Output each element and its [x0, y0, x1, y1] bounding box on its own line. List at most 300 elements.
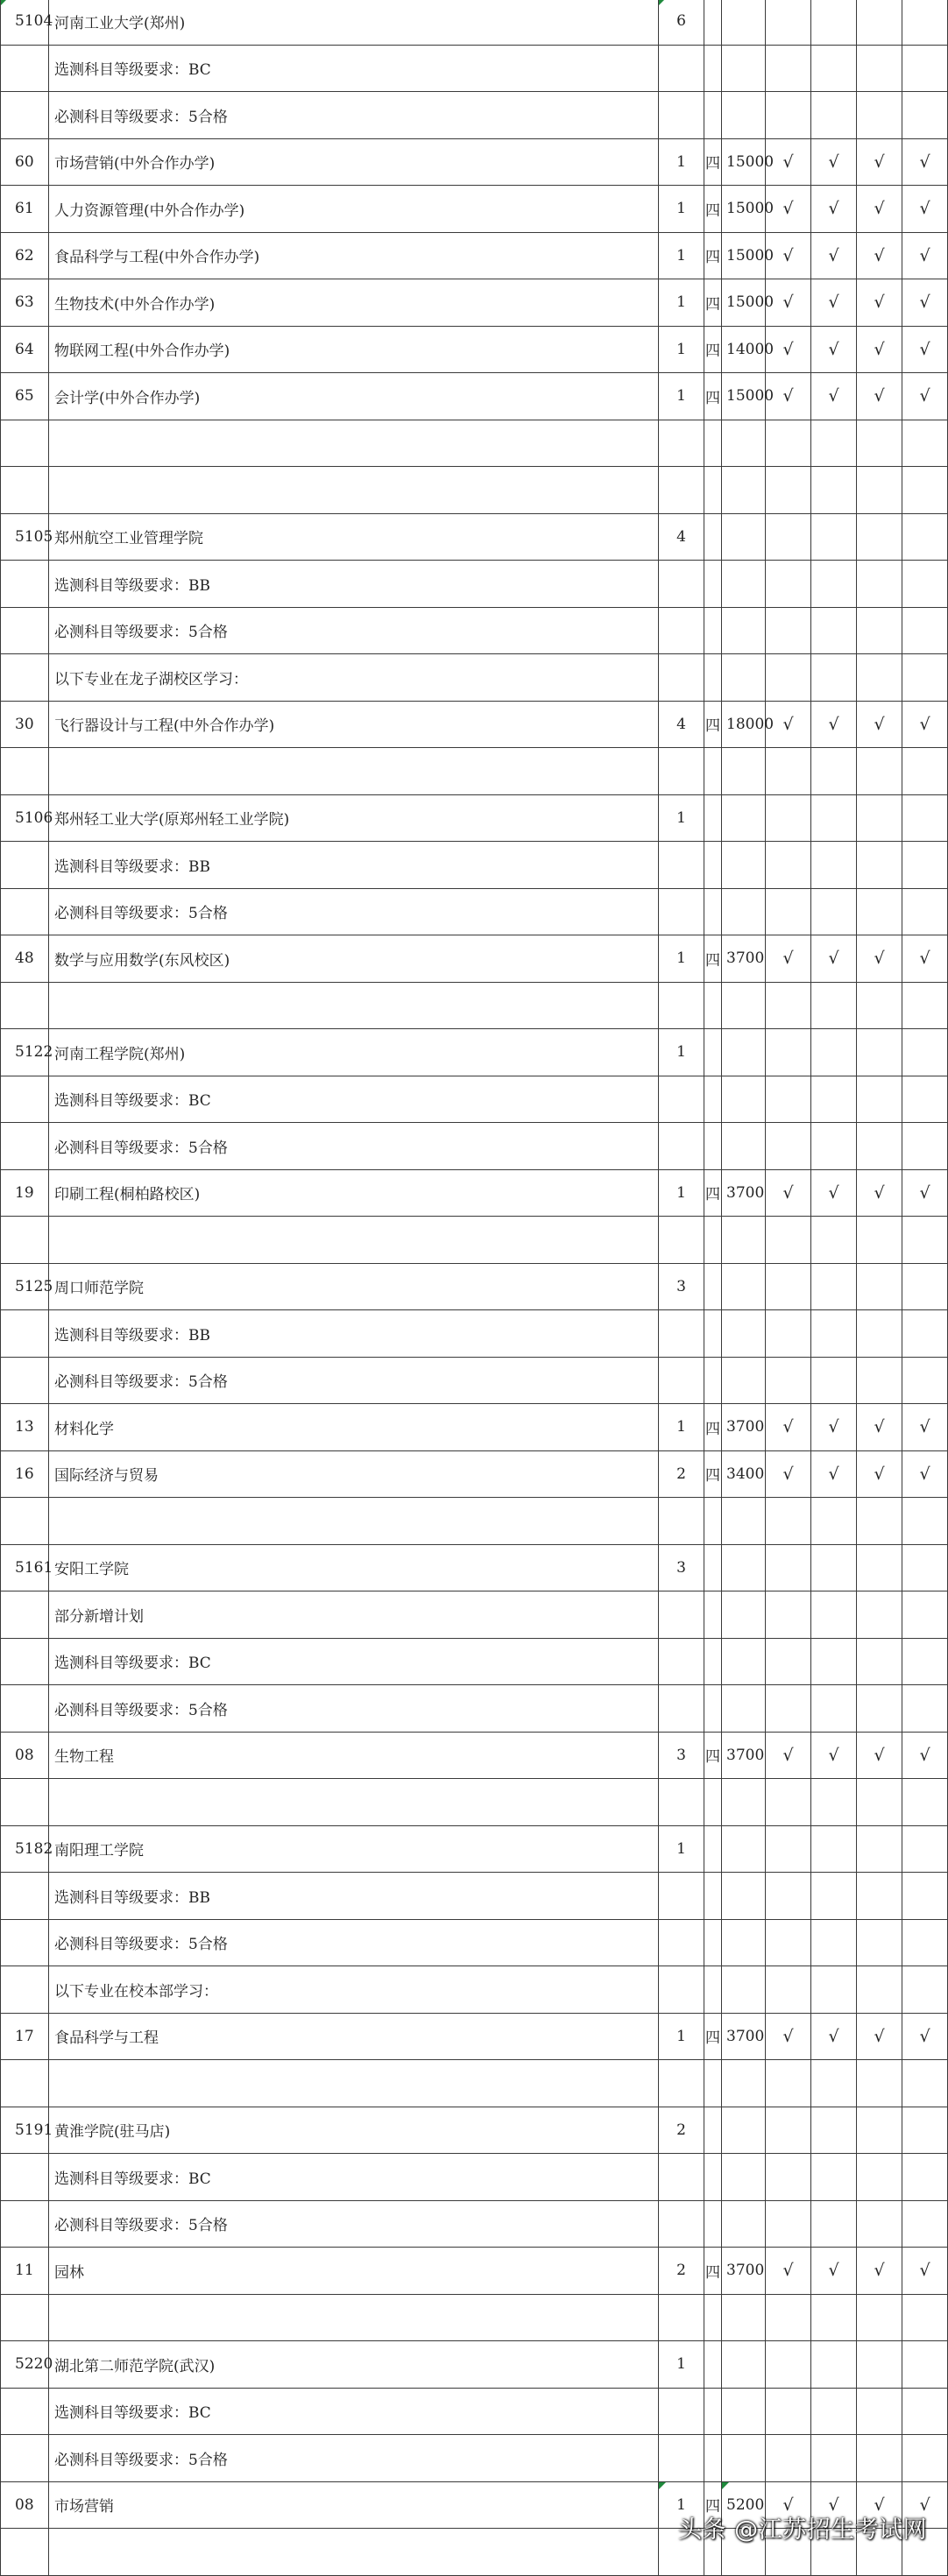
- check-cell: [811, 982, 857, 1029]
- count-cell: 1: [659, 2013, 704, 2060]
- name-cell: 河南工程学院(郑州): [49, 1029, 659, 1076]
- duration-cell: [704, 2200, 722, 2248]
- count-cell: [659, 1591, 704, 1639]
- code-cell: [1, 2154, 49, 2201]
- code-cell: [1, 1779, 49, 1826]
- duration-cell: [704, 0, 722, 45]
- count-cell: 1: [659, 232, 704, 279]
- check-cell: [902, 1357, 948, 1404]
- check-cell: [902, 1263, 948, 1310]
- check-cell: [766, 2107, 811, 2154]
- tuition-cell: [722, 1919, 766, 1966]
- check-cell: [766, 420, 811, 467]
- duration-cell: [704, 842, 722, 889]
- check-cell: [857, 1873, 902, 1920]
- duration-cell: 四: [704, 232, 722, 279]
- check-cell: [902, 794, 948, 842]
- check-cell: [811, 45, 857, 92]
- name-cell: 必测科目等级要求：5合格: [49, 1357, 659, 1404]
- count-cell: [659, 2200, 704, 2248]
- code-cell: [1, 92, 49, 139]
- code-cell: [1, 2060, 49, 2107]
- check-cell: [811, 1544, 857, 1591]
- code-cell: 5161: [1, 1544, 49, 1591]
- table-row: [1, 2388, 948, 2435]
- check-cell: [811, 2435, 857, 2482]
- check-cell: √: [902, 232, 948, 279]
- check-cell: √: [902, 701, 948, 748]
- check-cell: [811, 2200, 857, 2248]
- check-cell: [811, 561, 857, 608]
- code-cell: 65: [1, 373, 49, 420]
- tuition-cell: 15000: [722, 186, 766, 233]
- tuition-cell: [722, 1638, 766, 1685]
- table-row: [1, 2294, 948, 2341]
- table-row: [1, 2341, 948, 2389]
- check-cell: √: [902, 326, 948, 373]
- check-cell: √: [811, 2248, 857, 2295]
- check-cell: [766, 513, 811, 561]
- name-cell: 材料化学: [49, 1404, 659, 1451]
- table-row: [1, 2200, 948, 2248]
- table-row: [1, 138, 948, 186]
- table-row: [1, 373, 948, 420]
- duration-cell: [704, 982, 722, 1029]
- table-row: [1, 1498, 948, 1545]
- count-cell: [659, 1966, 704, 2014]
- check-cell: [811, 2154, 857, 2201]
- table-row: [1, 1357, 948, 1404]
- check-cell: [902, 92, 948, 139]
- name-cell: 国际经济与贸易: [49, 1450, 659, 1498]
- name-cell: 郑州航空工业管理学院: [49, 513, 659, 561]
- code-cell: [1, 748, 49, 795]
- check-cell: [857, 1966, 902, 2014]
- name-cell: 飞行器设计与工程(中外合作办学): [49, 701, 659, 748]
- name-cell: 人力资源管理(中外合作办学): [49, 186, 659, 233]
- check-cell: [766, 842, 811, 889]
- name-cell: 食品科学与工程: [49, 2013, 659, 2060]
- check-cell: [857, 513, 902, 561]
- table-row: [1, 279, 948, 327]
- check-cell: [811, 1919, 857, 1966]
- check-cell: [766, 92, 811, 139]
- name-cell: 必测科目等级要求：5合格: [49, 1685, 659, 1733]
- check-cell: [766, 2388, 811, 2435]
- check-cell: [766, 982, 811, 1029]
- check-cell: [811, 654, 857, 702]
- check-cell: [857, 2435, 902, 2482]
- table-row: [1, 1404, 948, 1451]
- check-cell: [811, 92, 857, 139]
- duration-cell: [704, 1076, 722, 1123]
- code-cell: 5220: [1, 2341, 49, 2389]
- check-cell: [766, 1638, 811, 1685]
- check-cell: [857, 1779, 902, 1826]
- table-row: [1, 0, 948, 45]
- check-cell: [857, 1685, 902, 1733]
- check-cell: [811, 1873, 857, 1920]
- tuition-cell: [722, 748, 766, 795]
- count-cell: 3: [659, 1544, 704, 1591]
- tuition-cell: [722, 1310, 766, 1358]
- count-cell: [659, 654, 704, 702]
- tuition-cell: [722, 607, 766, 654]
- check-cell: √: [811, 373, 857, 420]
- tuition-cell: 3700: [722, 1169, 766, 1217]
- check-cell: [811, 1966, 857, 2014]
- table-row: [1, 607, 948, 654]
- count-cell: 2: [659, 2107, 704, 2154]
- tuition-cell: 3700: [722, 2013, 766, 2060]
- check-cell: √: [857, 138, 902, 186]
- tuition-cell: [722, 1029, 766, 1076]
- table-row: [1, 232, 948, 279]
- check-cell: [766, 1966, 811, 2014]
- count-cell: [659, 1123, 704, 1170]
- tuition-cell: [722, 420, 766, 467]
- duration-cell: [704, 45, 722, 92]
- check-cell: [902, 1825, 948, 1873]
- check-cell: [766, 2200, 811, 2248]
- check-cell: [766, 1217, 811, 1264]
- table-row: [1, 513, 948, 561]
- code-cell: [1, 1966, 49, 2014]
- check-cell: [811, 1029, 857, 1076]
- duration-cell: [704, 2060, 722, 2107]
- duration-cell: 四: [704, 1404, 722, 1451]
- name-cell: 河南工业大学(郑州): [49, 0, 659, 45]
- code-cell: 08: [1, 2481, 49, 2529]
- check-cell: √: [811, 935, 857, 983]
- check-cell: √: [857, 186, 902, 233]
- code-cell: [1, 2388, 49, 2435]
- check-cell: √: [766, 232, 811, 279]
- duration-cell: [704, 1685, 722, 1733]
- duration-cell: [704, 1919, 722, 1966]
- check-cell: [811, 1123, 857, 1170]
- tuition-cell: 5200: [722, 2481, 766, 2529]
- table-row: [1, 748, 948, 795]
- check-cell: [902, 1310, 948, 1358]
- count-cell: [659, 2060, 704, 2107]
- check-cell: [811, 1685, 857, 1733]
- table-row: [1, 654, 948, 702]
- tuition-cell: [722, 1825, 766, 1873]
- check-cell: [766, 794, 811, 842]
- check-cell: √: [811, 1404, 857, 1451]
- check-cell: √: [766, 2248, 811, 2295]
- check-cell: √: [811, 2013, 857, 2060]
- tuition-cell: 15000: [722, 232, 766, 279]
- code-cell: [1, 1591, 49, 1639]
- count-cell: [659, 1873, 704, 1920]
- check-cell: [902, 1076, 948, 1123]
- name-cell: 物联网工程(中外合作办学): [49, 326, 659, 373]
- check-cell: [857, 1919, 902, 1966]
- table-row: [1, 1123, 948, 1170]
- duration-cell: [704, 92, 722, 139]
- duration-cell: [704, 420, 722, 467]
- duration-cell: [704, 1591, 722, 1639]
- name-cell: 选测科目等级要求：BB: [49, 842, 659, 889]
- check-cell: √: [766, 186, 811, 233]
- tuition-cell: [722, 654, 766, 702]
- check-cell: [902, 2200, 948, 2248]
- table-row: [1, 467, 948, 514]
- tuition-cell: [722, 1873, 766, 1920]
- check-cell: [902, 2435, 948, 2482]
- duration-cell: [704, 794, 722, 842]
- check-cell: [766, 1076, 811, 1123]
- name-cell: 选测科目等级要求：BC: [49, 2388, 659, 2435]
- table-row: [1, 420, 948, 467]
- check-cell: [811, 748, 857, 795]
- check-cell: [766, 888, 811, 935]
- code-cell: 19: [1, 1169, 49, 1217]
- code-cell: [1, 982, 49, 1029]
- name-cell: 食品科学与工程(中外合作办学): [49, 232, 659, 279]
- table-row: [1, 1310, 948, 1358]
- count-cell: [659, 842, 704, 889]
- check-cell: [902, 982, 948, 1029]
- tuition-cell: 18000: [722, 701, 766, 748]
- check-cell: [857, 842, 902, 889]
- check-cell: [811, 2060, 857, 2107]
- check-cell: [857, 2294, 902, 2341]
- tuition-cell: [722, 1217, 766, 1264]
- check-cell: [766, 2294, 811, 2341]
- duration-cell: [704, 1544, 722, 1591]
- code-cell: [1, 1498, 49, 1545]
- tuition-cell: [722, 2060, 766, 2107]
- check-cell: √: [811, 701, 857, 748]
- tuition-cell: [722, 794, 766, 842]
- check-cell: √: [902, 935, 948, 983]
- check-cell: √: [857, 935, 902, 983]
- check-cell: [811, 607, 857, 654]
- code-cell: 11: [1, 2248, 49, 2295]
- check-cell: √: [811, 186, 857, 233]
- duration-cell: 四: [704, 279, 722, 327]
- table-row: [1, 1966, 948, 2014]
- check-cell: √: [766, 935, 811, 983]
- name-cell: 必测科目等级要求：5合格: [49, 2200, 659, 2248]
- code-cell: [1, 1919, 49, 1966]
- code-cell: [1, 45, 49, 92]
- table-row: [1, 2060, 948, 2107]
- code-cell: 13: [1, 1404, 49, 1451]
- name-cell: [49, 2294, 659, 2341]
- code-cell: 08: [1, 1732, 49, 1779]
- count-cell: [659, 607, 704, 654]
- code-cell: 62: [1, 232, 49, 279]
- count-cell: 1: [659, 138, 704, 186]
- check-cell: [766, 1310, 811, 1358]
- check-cell: [902, 2060, 948, 2107]
- table-row: [1, 1685, 948, 1733]
- count-cell: 4: [659, 701, 704, 748]
- duration-cell: [704, 1123, 722, 1170]
- duration-cell: 四: [704, 2481, 722, 2529]
- check-cell: √: [857, 701, 902, 748]
- check-cell: [766, 1029, 811, 1076]
- check-cell: [766, 654, 811, 702]
- code-cell: 5125: [1, 1263, 49, 1310]
- table-row: [1, 1825, 948, 1873]
- check-cell: [811, 2107, 857, 2154]
- check-cell: [902, 1029, 948, 1076]
- check-cell: √: [811, 326, 857, 373]
- code-cell: 17: [1, 2013, 49, 2060]
- watermark-text: 头条 @江苏招生考试网: [678, 2516, 928, 2544]
- table-row: [1, 561, 948, 608]
- name-cell: 必测科目等级要求：5合格: [49, 888, 659, 935]
- check-cell: [811, 0, 857, 45]
- count-cell: [659, 1357, 704, 1404]
- check-cell: [857, 420, 902, 467]
- tuition-cell: 15000: [722, 373, 766, 420]
- name-cell: [49, 420, 659, 467]
- check-cell: [902, 1217, 948, 1264]
- duration-cell: [704, 607, 722, 654]
- check-cell: [811, 2388, 857, 2435]
- name-cell: 郑州轻工业大学(原郑州轻工业学院): [49, 794, 659, 842]
- duration-cell: [704, 1029, 722, 1076]
- code-cell: [1, 1685, 49, 1733]
- check-cell: √: [857, 1732, 902, 1779]
- name-cell: 选测科目等级要求：BB: [49, 1873, 659, 1920]
- name-cell: [49, 1217, 659, 1264]
- name-cell: 周口师范学院: [49, 1263, 659, 1310]
- count-cell: 1: [659, 1169, 704, 1217]
- check-cell: [811, 1217, 857, 1264]
- duration-cell: 四: [704, 701, 722, 748]
- duration-cell: [704, 2107, 722, 2154]
- count-cell: 1: [659, 279, 704, 327]
- table-row: [1, 935, 948, 983]
- check-cell: [811, 1310, 857, 1358]
- code-cell: [1, 1217, 49, 1264]
- duration-cell: [704, 561, 722, 608]
- check-cell: [857, 2388, 902, 2435]
- check-cell: [857, 2200, 902, 2248]
- count-cell: [659, 1779, 704, 1826]
- tuition-cell: [722, 1779, 766, 1826]
- duration-cell: [704, 654, 722, 702]
- table-row: [1, 92, 948, 139]
- count-cell: 1: [659, 186, 704, 233]
- check-cell: [766, 0, 811, 45]
- count-cell: 1: [659, 1825, 704, 1873]
- check-cell: √: [811, 2481, 857, 2529]
- duration-cell: [704, 1263, 722, 1310]
- count-cell: [659, 982, 704, 1029]
- check-cell: [857, 1825, 902, 1873]
- code-cell: 5106: [1, 794, 49, 842]
- check-cell: [902, 888, 948, 935]
- check-cell: [766, 467, 811, 514]
- count-cell: [659, 1076, 704, 1123]
- check-cell: [857, 794, 902, 842]
- check-cell: [857, 1544, 902, 1591]
- check-cell: [811, 1263, 857, 1310]
- table-row: [1, 1638, 948, 1685]
- check-cell: [811, 888, 857, 935]
- check-cell: [766, 45, 811, 92]
- name-cell: 园林: [49, 2248, 659, 2295]
- name-cell: 以下专业在龙子湖校区学习：: [49, 654, 659, 702]
- check-cell: [857, 467, 902, 514]
- check-cell: [857, 1029, 902, 1076]
- code-cell: 5122: [1, 1029, 49, 1076]
- check-cell: [902, 1638, 948, 1685]
- check-cell: [766, 2154, 811, 2201]
- table-row: [1, 1076, 948, 1123]
- check-cell: [766, 748, 811, 795]
- check-cell: [902, 1873, 948, 1920]
- check-cell: [857, 0, 902, 45]
- check-cell: √: [811, 1732, 857, 1779]
- check-cell: [766, 607, 811, 654]
- code-cell: 16: [1, 1450, 49, 1498]
- count-cell: [659, 748, 704, 795]
- check-cell: √: [902, 373, 948, 420]
- check-cell: √: [766, 1404, 811, 1451]
- count-cell: 1: [659, 2481, 704, 2529]
- check-cell: [902, 1685, 948, 1733]
- name-cell: 南阳理工学院: [49, 1825, 659, 1873]
- tuition-cell: [722, 92, 766, 139]
- duration-cell: 四: [704, 138, 722, 186]
- check-cell: [857, 1123, 902, 1170]
- code-cell: [1, 420, 49, 467]
- tuition-cell: [722, 0, 766, 45]
- duration-cell: 四: [704, 935, 722, 983]
- name-cell: 必测科目等级要求：5合格: [49, 92, 659, 139]
- check-cell: √: [766, 373, 811, 420]
- code-cell: 48: [1, 935, 49, 983]
- count-cell: 1: [659, 794, 704, 842]
- check-cell: [766, 2435, 811, 2482]
- duration-cell: [704, 513, 722, 561]
- count-cell: [659, 1685, 704, 1733]
- check-cell: √: [766, 279, 811, 327]
- table-row: [1, 888, 948, 935]
- code-cell: 63: [1, 279, 49, 327]
- count-cell: 1: [659, 326, 704, 373]
- check-cell: [857, 1357, 902, 1404]
- table-row: [1, 701, 948, 748]
- check-cell: √: [766, 2481, 811, 2529]
- check-cell: √: [766, 1450, 811, 1498]
- check-cell: [902, 1498, 948, 1545]
- table-row: [1, 1169, 948, 1217]
- name-cell: 生物技术(中外合作办学): [49, 279, 659, 327]
- check-cell: [766, 2060, 811, 2107]
- check-cell: [902, 2341, 948, 2389]
- check-cell: √: [857, 326, 902, 373]
- count-cell: 3: [659, 1732, 704, 1779]
- duration-cell: 四: [704, 2248, 722, 2295]
- check-cell: [811, 1357, 857, 1404]
- check-cell: [857, 45, 902, 92]
- code-cell: [1, 1310, 49, 1358]
- table-row: [1, 1919, 948, 1966]
- table-row: [1, 326, 948, 373]
- duration-cell: [704, 2388, 722, 2435]
- tuition-cell: 3700: [722, 935, 766, 983]
